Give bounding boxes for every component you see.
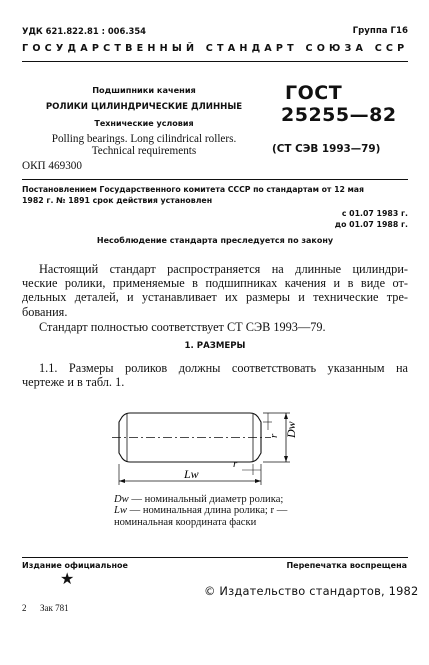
chamfer-label-vertical: r	[268, 433, 280, 438]
prosecution-note: Несоблюдение стандарта преследуется по закону	[96, 236, 334, 245]
st-sev-reference: (СТ СЭВ 1993—79)	[272, 143, 381, 155]
diameter-label: Dw	[284, 421, 298, 438]
intro-line-2: ческие ролики, применяемые в подшипниках качения и в виде от-	[22, 276, 408, 291]
english-title	[22, 133, 266, 157]
drawing-legend	[114, 494, 312, 528]
compliance-paragraph	[22, 320, 408, 334]
star-icon: ★	[60, 571, 75, 588]
length-label: Lw	[184, 467, 199, 481]
copyright-notice: © Издательство стандартов, 1982	[204, 584, 419, 598]
english-title-line-2: Technical requirements	[91, 145, 197, 157]
decree-line-1: Постановлением Государственного комитета СССР по стандартам от 12 мая	[22, 185, 364, 194]
legend-line-2	[114, 505, 312, 516]
english-title-line-1: Polling bearings. Long cilindrical rollers.	[51, 133, 237, 145]
legend-line-1	[114, 494, 312, 505]
footer-rule	[22, 557, 408, 558]
gost-number: 25255—82	[281, 104, 397, 126]
order-number: Зак 781	[40, 603, 69, 613]
legend-text-2: — номинальная длина ролика; r —	[126, 505, 288, 517]
intro-paragraph	[22, 262, 408, 319]
validity-from: с 01.07 1983 г.	[341, 209, 408, 218]
state-standard-banner: ГОСУДАРСТВЕННЫЙ СТАНДАРТ СОЮЗА ССР	[22, 43, 409, 54]
legend-symbol-lw: Lw	[114, 505, 127, 517]
edition-label: Издание официальное	[22, 561, 128, 570]
category-title: Подшипники качения	[92, 85, 196, 95]
reprint-notice: Перепечатка воспрещена	[286, 561, 407, 570]
okp-code: ОКП 469300	[22, 160, 82, 172]
page-number: 2	[22, 603, 27, 613]
legend-line-3: номинальная координата фаски	[114, 516, 257, 528]
compliance-line: Стандарт полностью соответствует СТ СЭВ 1993—79.	[39, 320, 326, 334]
chamfer-label-horizontal: r	[233, 458, 238, 470]
legend-text-1: — номинальный диаметр ролика;	[128, 494, 284, 505]
standard-name: РОЛИКИ ЦИЛИНДРИЧЕСКИЕ ДЛИННЫЕ	[45, 102, 243, 112]
udk-code: УДК 621.822.81 : 006.354	[22, 26, 146, 36]
section-1-heading: 1. РАЗМЕРЫ	[184, 341, 246, 351]
validity-to: до 01.07 1988 г.	[334, 220, 408, 229]
standard-subtitle: Технические условия	[94, 119, 194, 128]
decree-line-2: 1982 г. № 1891 срок действия установлен	[22, 196, 213, 205]
intro-line-1: Настоящий стандарт распространяется на длинные цилиндри-	[39, 262, 408, 276]
intro-line-3: дельных деталей, и устанавливает их размеры и технические тре-	[22, 290, 408, 305]
header-rule	[22, 61, 408, 62]
section-1-paragraph	[22, 361, 408, 389]
section-1-line-2: чертеже и в табл. 1.	[22, 375, 125, 390]
intro-line-4: бования.	[22, 304, 68, 319]
legend-symbol-dw: Dw	[114, 494, 129, 505]
gost-label: ГОСТ	[285, 82, 343, 104]
group-code: Группа Г16	[352, 26, 408, 36]
section-1-line-1: 1.1. Размеры роликов должны соответствовать указанным на	[39, 361, 408, 375]
roller-drawing	[100, 400, 315, 500]
title-rule	[22, 179, 408, 180]
